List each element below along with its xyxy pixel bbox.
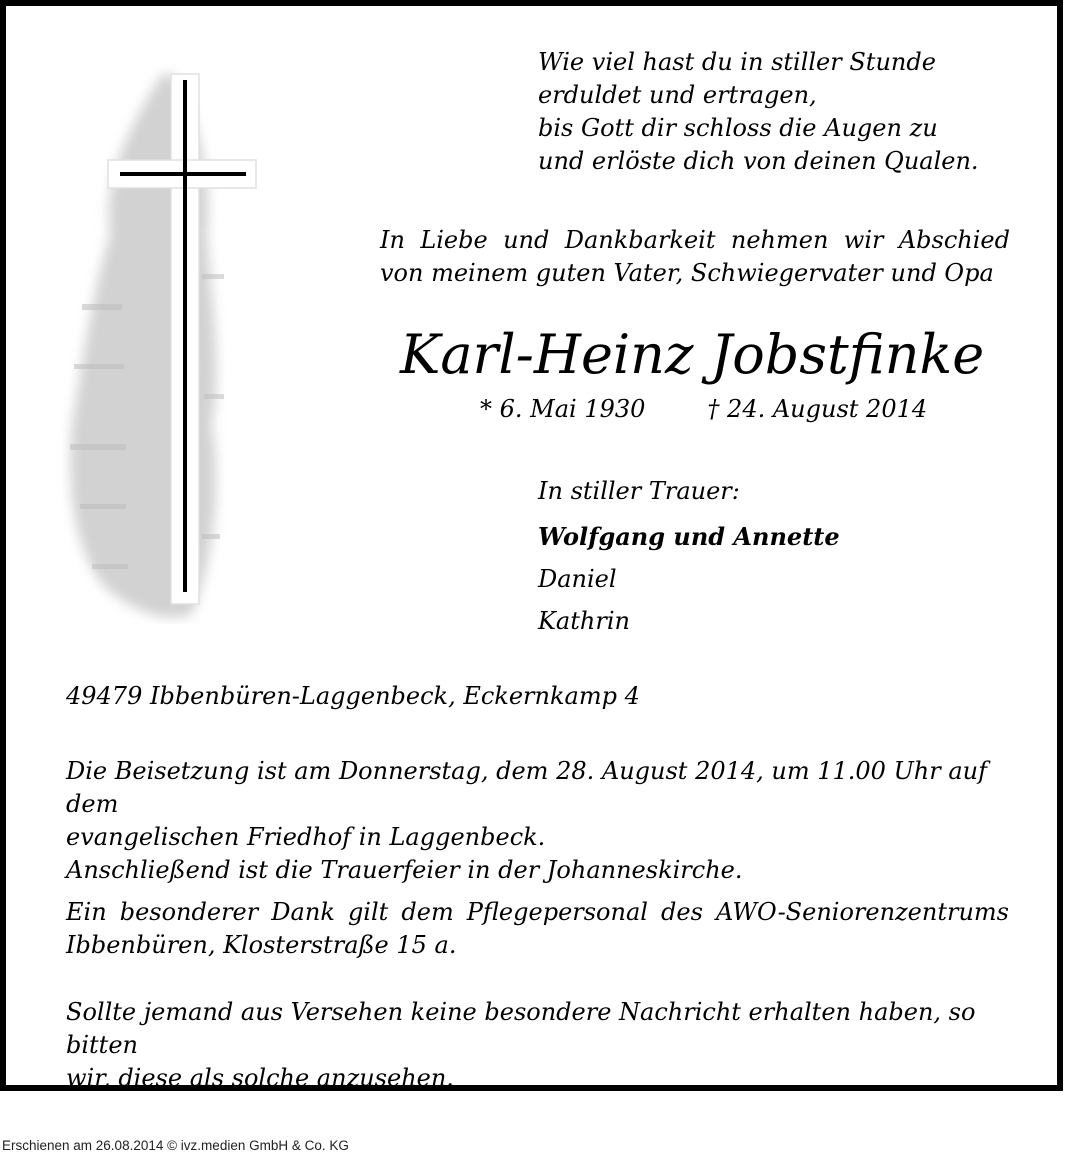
- funeral-line: Anschließend ist die Trauerfeier in der Johanneskirche.: [66, 856, 743, 884]
- mourner-name: Kathrin: [538, 607, 630, 635]
- birth-date: * 6. Mai 1930: [480, 395, 646, 423]
- life-dates: [480, 394, 927, 424]
- address: 49479 Ibbenbüren-Laggenbeck, Eckernkamp 4: [66, 682, 640, 710]
- funeral-line: evangelischen Friedhof in Laggenbeck.: [66, 823, 546, 851]
- cross-icon: [62, 64, 272, 624]
- poem-line: Wie viel hast du in stiller Stunde: [538, 48, 936, 76]
- thanks-line: Ein besonderer Dank gilt dem Pflegepersonal des AWO-Seniorenzentrums: [66, 898, 1009, 926]
- intro-line: In Liebe und Dankbarkeit nehmen wir Abschied: [380, 226, 1010, 254]
- mourner-name: Wolfgang und Annette: [538, 522, 840, 551]
- farewell-intro: [380, 224, 1010, 290]
- mourning-label: In stiller Trauer:: [538, 477, 740, 505]
- poem-line: bis Gott dir schloss die Augen zu: [538, 114, 938, 142]
- publication-footer: Erschienen am 26.08.2014 © ivz.medien GmbH & Co. KG: [2, 1138, 349, 1153]
- notice-line: Sollte jemand aus Versehen keine besondere Nachricht erhalten haben, so bitten: [66, 998, 976, 1059]
- poem: [538, 46, 979, 178]
- death-date: † 24. August 2014: [707, 395, 928, 423]
- mourners-list: [538, 520, 840, 646]
- deceased-name: Karl-Heinz Jobstfinke: [400, 323, 985, 386]
- intro-line: von meinem guten Vater, Schwiegervater und Opa: [380, 259, 994, 287]
- poem-line: und erlöste dich von deinen Qualen.: [538, 147, 979, 175]
- mourner-name: Daniel: [538, 565, 617, 593]
- notice-line: wir, diese als solche anzusehen.: [66, 1064, 454, 1092]
- notice-note: [66, 996, 1009, 1095]
- thanks-note: [66, 896, 1009, 962]
- thanks-line: Ibbenbüren, Klosterstraße 15 a.: [66, 931, 457, 959]
- funeral-line: Die Beisetzung ist am Donnerstag, dem 28. August 2014, um 11.00 Uhr auf dem: [66, 757, 988, 818]
- funeral-info: [66, 755, 1009, 887]
- poem-line: erduldet und ertragen,: [538, 81, 817, 109]
